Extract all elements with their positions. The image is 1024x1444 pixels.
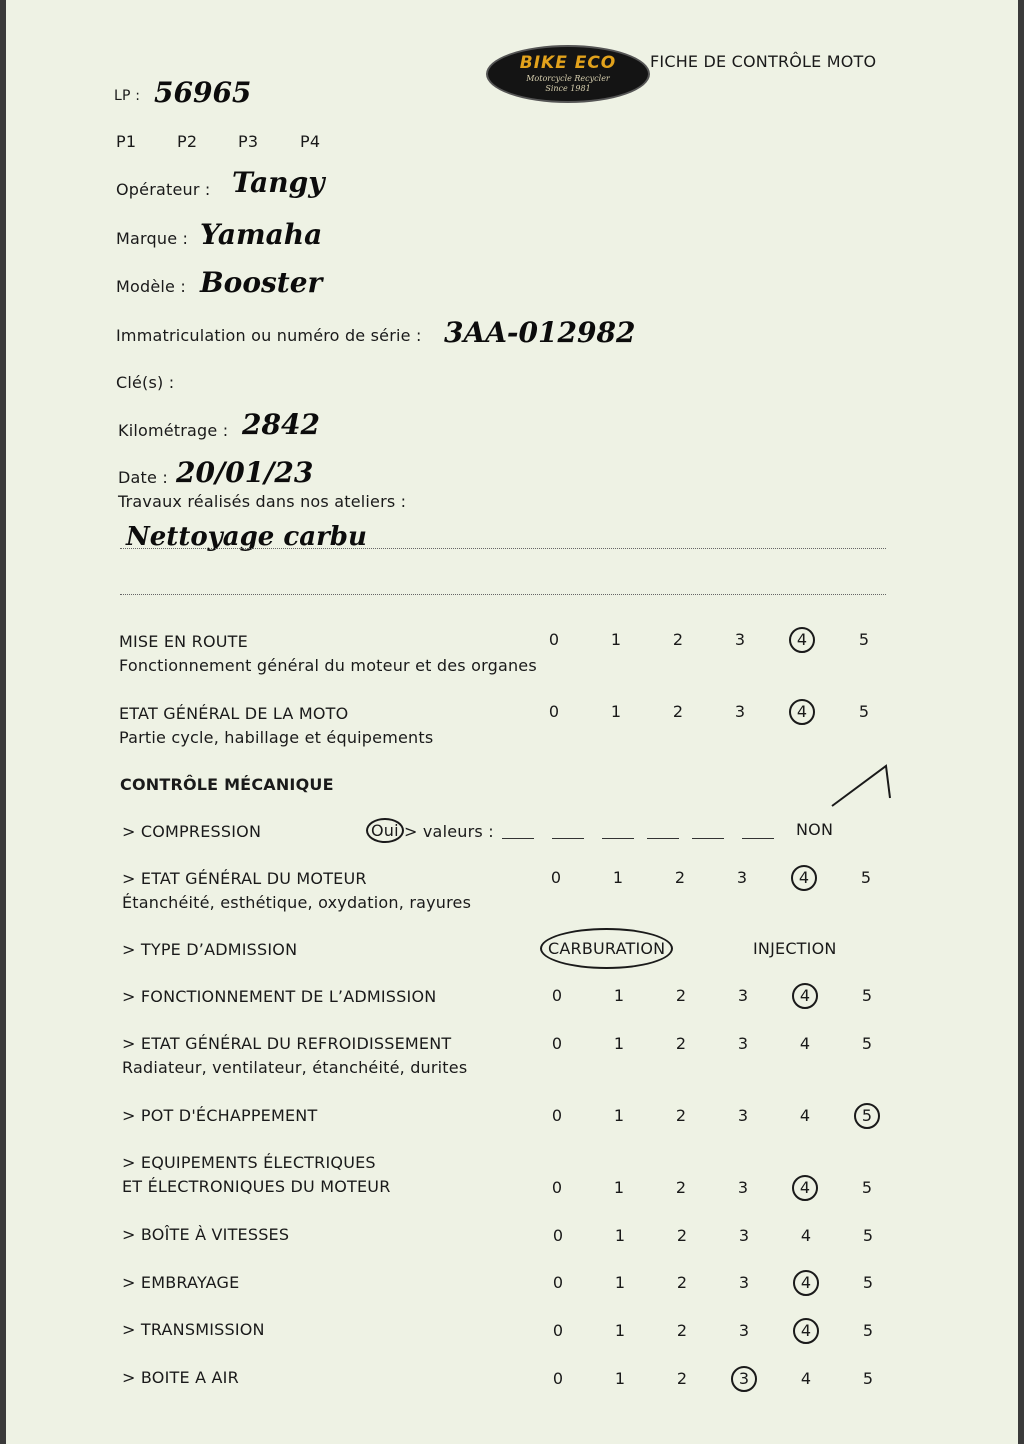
rating-option-0[interactable]: 0 [548, 630, 560, 649]
rating-sub-etat-moteur: Étanchéité, esthétique, oxydation, rayures [122, 893, 472, 912]
rating-option-5[interactable]: 5 [862, 1369, 874, 1388]
bike-eco-logo [486, 45, 650, 103]
rating-option-4[interactable]: 4 [792, 1175, 818, 1201]
marque-label: Marque : [116, 229, 189, 248]
rating-option-1[interactable]: 1 [613, 1034, 625, 1053]
rating-option-5[interactable]: 5 [860, 868, 872, 887]
form-title: FICHE DE CONTRÔLE MOTO [650, 52, 877, 71]
rating-option-1[interactable]: 1 [612, 868, 624, 887]
logo-brand: BIKE ECO [519, 53, 617, 73]
rating-option-1[interactable]: 1 [610, 702, 622, 721]
rating-option-2[interactable]: 2 [676, 1226, 688, 1245]
rating-option-0[interactable]: 0 [552, 1273, 564, 1292]
date-value[interactable]: 20/01/23 [176, 456, 314, 489]
logo-since-text: Since 1981 [545, 84, 591, 93]
rating-option-1[interactable]: 1 [614, 1273, 626, 1292]
rating-option-0[interactable]: 0 [551, 1034, 563, 1053]
rating-option-0[interactable]: 0 [552, 1369, 564, 1388]
rating-option-5[interactable]: 5 [861, 1178, 873, 1197]
p1-label: P1 [116, 132, 137, 151]
rating-option-5[interactable]: 5 [854, 1103, 880, 1129]
marque-value[interactable]: Yamaha [200, 218, 323, 251]
rating-option-1[interactable]: 1 [613, 1106, 625, 1125]
rating-option-3[interactable]: 3 [737, 1178, 749, 1197]
rating-option-2[interactable]: 2 [675, 1034, 687, 1053]
rating-option-1[interactable]: 1 [614, 1226, 626, 1245]
immat-label: Immatriculation ou numéro de série : [116, 326, 422, 345]
rating-option-2[interactable]: 2 [675, 1178, 687, 1197]
lp-value[interactable]: 56965 [154, 76, 252, 109]
section-controle-mecanique: CONTRÔLE MÉCANIQUE [120, 775, 334, 794]
admission-injection-option[interactable]: INJECTION [753, 939, 837, 958]
non-checkmark-stroke [828, 760, 894, 810]
modele-label: Modèle : [116, 277, 186, 296]
rating-option-0[interactable]: 0 [550, 868, 562, 887]
control-sheet [6, 0, 1018, 1444]
rating-label-mise-en-route: MISE EN ROUTE [119, 632, 248, 651]
travaux-line-1 [120, 548, 886, 549]
compression-value-blank[interactable] [502, 838, 534, 839]
compression-non-option[interactable]: NON [796, 820, 834, 839]
rating-option-3[interactable]: 3 [736, 868, 748, 887]
p2-label: P2 [177, 132, 198, 151]
rating-label-fonctionnement-admission: > FONCTIONNEMENT DE L’ADMISSION [122, 987, 437, 1006]
compression-value-blank[interactable] [602, 838, 634, 839]
rating-option-3[interactable]: 3 [737, 1106, 749, 1125]
rating-option-5[interactable]: 5 [861, 1034, 873, 1053]
rating-label-embrayage: > EMBRAYAGE [122, 1273, 240, 1292]
admission-type-label: > TYPE D’ADMISSION [122, 940, 298, 959]
operateur-label: Opérateur : [116, 180, 211, 199]
cles-label: Clé(s) : [116, 373, 175, 392]
rating-option-3[interactable]: 3 [738, 1321, 750, 1340]
rating-option-0[interactable]: 0 [551, 1106, 563, 1125]
rating-label-equipements-electriques-2: ET ÉLECTRONIQUES DU MOTEUR [122, 1177, 391, 1196]
p3-label: P3 [238, 132, 259, 151]
rating-option-0[interactable]: 0 [551, 1178, 563, 1197]
travaux-value[interactable]: Nettoyage carbu [126, 522, 367, 552]
rating-option-1[interactable]: 1 [610, 630, 622, 649]
km-label: Kilométrage : [118, 421, 229, 440]
lp-label: LP : [114, 88, 141, 104]
km-value[interactable]: 2842 [242, 408, 320, 441]
immat-value[interactable]: 3AA-012982 [444, 316, 636, 349]
rating-label-boite-air: > BOITE A AIR [122, 1368, 239, 1387]
operateur-value[interactable]: Tangy [232, 166, 325, 199]
rating-option-2[interactable]: 2 [676, 1273, 688, 1292]
rating-option-3[interactable]: 3 [737, 1034, 749, 1053]
rating-option-3[interactable]: 3 [734, 702, 746, 721]
rating-option-4[interactable]: 4 [793, 1270, 819, 1296]
rating-label-pot-echappement: > POT D'ÉCHAPPEMENT [122, 1106, 318, 1125]
rating-label-refroidissement: > ETAT GÉNÉRAL DU REFROIDISSEMENT [122, 1034, 452, 1053]
rating-option-2[interactable]: 2 [675, 986, 687, 1005]
rating-option-2[interactable]: 2 [672, 702, 684, 721]
rating-option-4[interactable]: 4 [792, 983, 818, 1009]
compression-value-blank[interactable] [647, 838, 679, 839]
compression-label: > COMPRESSION [122, 822, 262, 841]
rating-sub-refroidissement: Radiateur, ventilateur, étanchéité, durites [122, 1058, 468, 1077]
logo-tagline-text: Motorcycle Recycler [526, 74, 610, 83]
travaux-label: Travaux réalisés dans nos ateliers : [118, 492, 407, 511]
rating-option-5[interactable]: 5 [858, 630, 870, 649]
rating-option-1[interactable]: 1 [613, 1178, 625, 1197]
rating-option-0[interactable]: 0 [551, 986, 563, 1005]
rating-option-3[interactable]: 3 [738, 1226, 750, 1245]
modele-value[interactable]: Booster [200, 266, 323, 299]
rating-option-2[interactable]: 2 [676, 1369, 688, 1388]
compression-oui-option[interactable]: Oui [366, 818, 404, 843]
compression-value-blank[interactable] [552, 838, 584, 839]
admission-carburation-option[interactable]: CARBURATION [540, 928, 673, 969]
rating-label-transmission: > TRANSMISSION [122, 1320, 265, 1339]
rating-option-3[interactable]: 3 [737, 986, 749, 1005]
rating-label-etat-moteur: > ETAT GÉNÉRAL DU MOTEUR [122, 869, 367, 888]
compression-value-blank[interactable] [692, 838, 724, 839]
rating-option-4[interactable]: 4 [789, 699, 815, 725]
logo-tagline [488, 74, 648, 94]
rating-option-3[interactable]: 3 [731, 1366, 757, 1392]
rating-option-4[interactable]: 4 [800, 1226, 812, 1245]
rating-option-2[interactable]: 2 [672, 630, 684, 649]
rating-option-0[interactable]: 0 [552, 1226, 564, 1245]
rating-option-2[interactable]: 2 [674, 868, 686, 887]
rating-option-4[interactable]: 4 [800, 1369, 812, 1388]
rating-option-4[interactable]: 4 [791, 865, 817, 891]
rating-option-1[interactable]: 1 [614, 1321, 626, 1340]
rating-sub-mise-en-route: Fonctionnement général du moteur et des organes [119, 656, 537, 675]
rating-option-4[interactable]: 4 [793, 1318, 819, 1344]
travaux-line-2 [120, 594, 886, 595]
rating-label-equipements-electriques: > EQUIPEMENTS ÉLECTRIQUES [122, 1153, 376, 1172]
date-label: Date : [118, 468, 168, 487]
rating-option-1[interactable]: 1 [614, 1369, 626, 1388]
rating-option-5[interactable]: 5 [862, 1321, 874, 1340]
rating-label-boite-vitesses: > BOÎTE À VITESSES [122, 1225, 290, 1244]
p4-label: P4 [300, 132, 321, 151]
rating-option-5[interactable]: 5 [858, 702, 870, 721]
rating-sub-etat-moto: Partie cycle, habillage et équipements [119, 728, 434, 747]
rating-option-0[interactable]: 0 [552, 1321, 564, 1340]
compression-valeurs-label: > valeurs : [404, 822, 494, 841]
rating-option-1[interactable]: 1 [613, 986, 625, 1005]
rating-option-5[interactable]: 5 [862, 1273, 874, 1292]
rating-label-etat-moto: ETAT GÉNÉRAL DE LA MOTO [119, 704, 349, 723]
rating-option-3[interactable]: 3 [734, 630, 746, 649]
rating-option-5[interactable]: 5 [861, 986, 873, 1005]
rating-option-2[interactable]: 2 [676, 1321, 688, 1340]
compression-value-blank[interactable] [742, 838, 774, 839]
rating-option-0[interactable]: 0 [548, 702, 560, 721]
rating-option-2[interactable]: 2 [675, 1106, 687, 1125]
rating-option-4[interactable]: 4 [799, 1034, 811, 1053]
rating-option-4[interactable]: 4 [799, 1106, 811, 1125]
rating-option-4[interactable]: 4 [789, 627, 815, 653]
rating-option-5[interactable]: 5 [862, 1226, 874, 1245]
rating-option-3[interactable]: 3 [738, 1273, 750, 1292]
